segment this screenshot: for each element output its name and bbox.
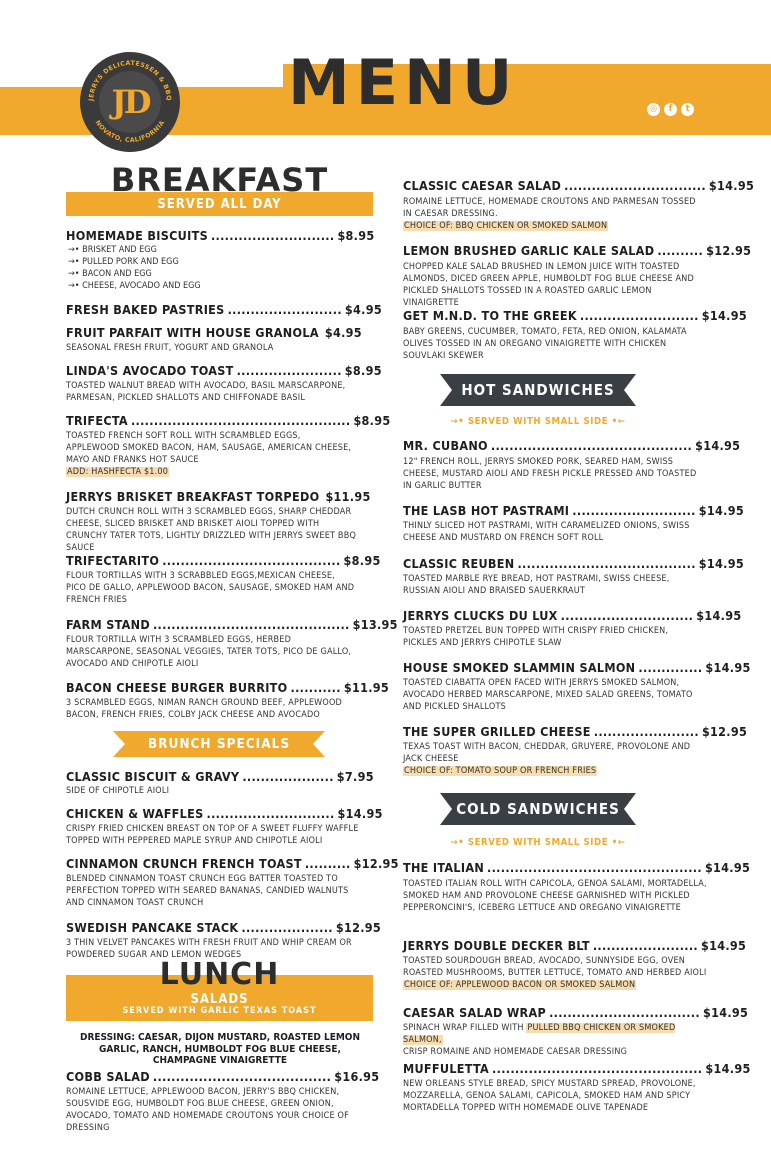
item-leader: ........................................... [152,617,350,632]
logo-ring-bottom-text: NOVATO, CALIFORNIA [93,119,167,145]
hot-side-note: →• SERVED WITH SMALL SIDE •← [450,416,626,427]
item-name: THE LASB HOT PASTRAMI [403,503,570,518]
item-addon: CHOICE OF: APPLEWOOD BACON OR SMOKED SALMON [404,980,636,990]
cold-side-note: →• SERVED WITH SMALL SIDE •← [450,837,626,848]
item-addon-highlight: PULLED BBQ CHICKEN OR SMOKED SALMON, [403,1023,676,1045]
item-name: FRESH BAKED PASTRIES [66,302,225,317]
menu-item [403,178,755,193]
item-leader: ....................... [593,724,699,739]
item-description: TOASTED WALNUT BREAD WITH AVOCADO, BASIL MARSCARPONE, PARMESAN, PICKLED SHALLOTS AND CHIFFONADE BASIL [66,381,346,403]
menu-item [403,724,748,739]
item-leader: ................................. [549,1005,700,1020]
item-price: $8.95 [344,363,382,378]
item-description: FLOUR TORTILLA WITH 3 SCRAMBLED EGGS, HERBED MARSCARPONE, SEASONAL VEGGIES, TATER TOTS, PICO DE GALLO, AVOCADO AND CHIPOTLE AIOLI [66,635,352,669]
item-description: BABY GREENS, CUCUMBER, TOMATO, FETA, RED ONION, KALAMATA OLIVES TOSSED IN AN OREGANO VINAIGRETTE WITH CHICKEN SOUVLAKI SKEWER [403,327,687,361]
item-price: $8.95 [353,413,391,428]
item-description: SPINACH WRAP FILLED WITH PULLED BBQ CHICKEN OR SMOKED SALMON, CRISP ROMAINE AND HOMEMADE CAESAR DRESSING [403,1023,676,1057]
bullet-arrow-icon: →• [68,281,83,291]
menu-item [403,938,747,953]
item-price: $14.95 [696,608,742,623]
menu-item [403,503,744,518]
cold-sandwiches-title: COLD SANDWICHES [456,800,620,818]
item-leader: ............................ [206,806,335,821]
item-name: LEMON BRUSHED GARLIC KALE SALAD [403,243,655,258]
hot-sandwiches-title: HOT SANDWICHES [461,381,615,399]
item-price: $12.95 [335,920,382,935]
item-price: $14.95 [701,308,747,323]
item-price: $14.95 [700,938,747,953]
item-name: JERRYS CLUCKS DU LUX [403,608,558,623]
item-description: CHOPPED KALE SALAD BRUSHED IN LEMON JUICE WITH TOASTED ALMONDS, DICED GREEN APPLE, HUMBOLDT FOG BLUE CHEESE AND PICKLED SHALLOTS TOSSED IN A ROASTED GARLIC LEMON VINAIGRETTE [403,262,694,308]
item-name: CLASSIC BISCUIT & GRAVY [66,769,240,784]
item-leader: .............................................. [492,1061,703,1076]
item-description: FLOUR TORTILLAS WITH 3 SCRABBLED EGGS,MEXICAN CHEESE, PICO DE GALLO, APPLEWOOD BACON, SAUSAGE, SMOKED HAM AND FRENCH FRIES [66,571,355,605]
item-price: $4.95 [324,325,362,340]
item-price: $11.95 [343,680,390,695]
menu-item [66,680,390,695]
menu-item [66,302,382,317]
item-price: $11.95 [325,489,371,504]
item-price: $14.95 [705,1061,751,1076]
page-title: MENU [288,46,519,119]
item-description: DUTCH CRUNCH ROLL WITH 3 SCRAMBLED EGGS, SHARP CHEDDAR CHEESE, SLICED BRISKET AND BRISKET AIOLI TOPPED WITH CRUNCHY TATER TOTS, LIGHTLY DRIZZLED WITH JERRYS SWEET BBQ SAUCE [66,507,357,553]
item-leader: .................... [241,920,333,935]
item-name: MUFFULETTA [403,1061,490,1076]
item-price: $4.95 [344,302,382,317]
menu-item [403,438,741,453]
item-price: $12.95 [353,856,399,871]
bullet-item: →• BACON AND EGG [68,269,152,279]
item-description: NEW ORLEANS STYLE BREAD, SPICY MUSTARD SPREAD, PROVOLONE, MOZZARELLA, GENOA SALAMI, CAPICOLA, SMOKED HAM AND SPICY MORTADELLA TOPPED WITH HOMEMADE OLIVE TAPENADE [403,1079,696,1113]
item-price: $14.95 [705,660,751,675]
item-price: $8.95 [337,228,375,243]
item-price: $14.95 [337,806,383,821]
item-leader: .......... [657,243,704,258]
item-description: 12" FRENCH ROLL, JERRYS SMOKED PORK, SEARED HAM, SWISS CHEESE, MUSTARD AIOLI AND FRESH PICKLE PRESSED AND TOASTED IN GARLIC BUTTER [403,457,697,491]
item-name: HOMEMADE BISCUITS [66,228,208,243]
item-leader: ....................................... [152,1069,332,1084]
item-description: SEASONAL FRESH FRUIT, YOGURT AND GRANOLA [66,343,274,353]
bullet-arrow-icon: →• [68,269,83,279]
menu-item [403,243,752,258]
item-name: TRIFECTA [66,413,128,428]
menu-item [66,228,375,243]
item-price: $16.95 [334,1069,380,1084]
bullet-arrow-icon: →• [68,245,83,255]
logo-ring-top-text: JERRYS DELICATESSEN & BBQ [87,59,173,102]
item-leader: ....................................... [162,553,341,568]
item-description: TOASTED ITALIAN ROLL WITH CAPICOLA, GENOA SALAMI, MORTADELLA, SMOKED HAM AND PROVOLONE CHEESE GARNISHED WITH PICKLED PEPPERONCINI'S, ICEBERG LETTUCE AND OREGANO VINAIGRETTE [403,879,707,913]
item-description: SIDE OF CHIPOTLE AIOLI [66,786,170,796]
item-description: THINLY SLICED HOT PASTRAMI, WITH CARAMELIZED ONIONS, SWISS CHEESE AND MUSTARD ON FRENCH SOFT ROLL [403,521,690,543]
item-name: CAESAR SALAD WRAP [403,1005,547,1020]
menu-item [66,413,391,428]
facebook-icon[interactable]: f [664,103,677,116]
bullet-arrow-icon: →• [68,257,83,267]
item-description: TOASTED SOURDOUGH BREAD, AVOCADO, SUNNYSIDE EGG, OVEN ROASTED MUSHROOMS, BUTTER LETTUCE, TOMATO AND HERBED AIOLI CHOICE OF: APPLEWOOD BACON OR SMOKED SALMON [403,956,707,990]
item-leader: ............................................... [487,860,702,875]
item-price: $14.95 [702,1005,749,1020]
item-addon: ADD: HASHFECTA $1.00 [67,467,169,477]
item-leader: .............. [638,660,703,675]
item-leader: ........... [290,680,341,695]
twitter-icon[interactable]: t [681,103,694,116]
item-name: GET M.N.D. TO THE GREEK [403,308,577,323]
item-name: JERRYS DOUBLE DECKER BLT [403,938,590,953]
item-description: 3 THIN VELVET PANCAKES WITH FRESH FRUIT AND WHIP CREAM OR POWDERED SUGAR AND LEMON WEDGES [66,938,352,960]
item-price: $8.95 [343,553,381,568]
item-name: SWEDISH PANCAKE STACK [66,920,239,935]
item-name: COBB SALAD [66,1069,150,1084]
menu-item [403,1061,751,1076]
item-description: ROMAINE LETTUCE, HOMEMADE CROUTONS AND PARMESAN TOSSED IN CAESAR DRESSING. CHOICE OF: BBQ CHICKEN OR SMOKED SALMON [403,197,696,231]
item-price: $14.95 [698,503,744,518]
breakfast-title: BREAKFAST [110,161,329,199]
item-leader: .......... [304,856,351,871]
menu-item [66,363,382,378]
item-price: $12.95 [706,243,752,258]
item-leader: .......................... [579,308,699,323]
item-leader: ............................... [564,178,706,193]
lunch-subtitle: SALADS [190,992,249,1007]
item-name: FARM STAND [66,617,150,632]
item-leader: ....................... [236,363,342,378]
item-leader: ....................................... [517,556,696,571]
bullet-item: →• PULLED PORK AND EGG [68,257,179,267]
item-price: $14.95 [695,438,741,453]
item-name: MR. CUBANO [403,438,488,453]
lunch-subsubtitle: SERVED WITH GARLIC TEXAS TOAST [122,1006,317,1016]
item-name: LINDA'S AVOCADO TOAST [66,363,234,378]
item-description: TOASTED PRETZEL BUN TOPPED WITH CRISPY FRIED CHICKEN, PICKLES AND JERRYS CHIPOTLE SLAW [403,626,669,648]
item-name: THE ITALIAN [403,860,485,875]
item-description: BLENDED CINNAMON TOAST CRUNCH EGG BATTER TOASTED TO PERFECTION TOPPED WITH SEARED BANANAS, CANDIED WALNUTS AND CINNAMON TOAST CRUNCH [66,874,349,908]
item-leader: ............................................ [490,438,693,453]
dressing-note: DRESSING: CAESAR, DIJON MUSTARD, ROASTED LEMON GARLIC, RANCH, HUMBOLDT FOG BLUE CHEESE, CHAMPAGNE VINAIGRETTE [80,1032,360,1066]
logo-monogram: JD [111,83,149,121]
item-name: TRIFECTARITO [66,553,160,568]
restaurant-logo [80,52,180,152]
item-price: $13.95 [352,617,398,632]
item-price: $14.95 [698,556,744,571]
item-leader: .................... [242,769,334,784]
item-name: HOUSE SMOKED SLAMMIN SALMON [403,660,636,675]
menu-item [403,556,744,571]
menu-item [66,325,360,340]
menu-item [403,1005,749,1020]
menu-item [66,489,371,504]
item-leader: ........................... [572,503,696,518]
menu-item [403,860,751,875]
item-description: TEXAS TOAST WITH BACON, CHEDDAR, GRUYERE, PROVOLONE AND JACK CHEESE CHOICE OF: TOMATO SOUP OR FRENCH FRIES [403,742,691,776]
item-name: JERRYS BRISKET BREAKFAST TORPEDO [66,489,320,504]
item-addon: CHOICE OF: BBQ CHICKEN OR SMOKED SALMON [404,221,608,231]
lunch-title: LUNCH [159,957,280,992]
brunch-title: BRUNCH SPECIALS [147,736,291,752]
item-description: TOASTED FRENCH SOFT ROLL WITH SCRAMBLED EGGS, APPLEWOOD SMOKED BACON, HAM, SAUSAGE, AMERICAN CHEESE, MAYO AND FRANKS HOT SAUCE ADD: HASHFECTA $1.00 [66,431,352,477]
item-name: THE SUPER GRILLED CHEESE [403,724,591,739]
item-price: $14.95 [708,178,755,193]
item-name: CLASSIC CAESAR SALAD [403,178,562,193]
menu-item [403,608,742,623]
item-name: FRUIT PARFAIT WITH HOUSE GRANOLA [66,325,319,340]
item-price: $12.95 [701,724,748,739]
breakfast-subtitle: SERVED ALL DAY [157,197,282,212]
item-leader: ........................... [210,228,335,243]
menu-item [66,617,398,632]
item-description: TOASTED CIABATTA OPEN FACED WITH JERRYS SMOKED SALMON, AVOCADO HERBED MARSCARPONE, MIXED SALAD GREENS, TOMATO AND PICKLED SHALLOTS [403,678,693,712]
item-addon: CHOICE OF: TOMATO SOUP OR FRENCH FRIES [404,766,597,776]
item-leader: ................................................ [130,413,351,428]
menu-item [403,660,751,675]
item-price: $7.95 [336,769,374,784]
bullet-item: →• BRISKET AND EGG [68,245,157,255]
item-leader: ............................. [560,608,694,623]
instagram-icon[interactable]: ◎ [647,103,660,116]
item-name: CHICKEN & WAFFLES [66,806,204,821]
item-description: ROMAINE LETTUCE, APPLEWOOD BACON, JERRY'S BBQ CHICKEN, SOUSVIDE EGG, HUMBOLDT FOG BLUE CHEESE, GREEN ONION, AVOCADO, TOMATO AND HOMEMADE CROUTONS YOUR CHOICE OF DRESSING [66,1087,349,1133]
item-name: CINNAMON CRUNCH FRENCH TOAST [66,856,302,871]
menu-item [403,308,747,323]
item-name: BACON CHEESE BURGER BURRITO [66,680,288,695]
item-description: TOASTED MARBLE RYE BREAD, HOT PASTRAMI, SWISS CHEESE, RUSSIAN AIOLI AND BRAISED SAUERKRAUT [403,574,670,596]
item-name: CLASSIC REUBEN [403,556,515,571]
menu-item [66,553,381,568]
item-leader: ......................... [227,302,342,317]
item-price: $14.95 [704,860,751,875]
menu-item [66,769,374,784]
item-description: CRISPY FRIED CHICKEN BREAST ON TOP OF A SWEET FLUFFY WAFFLE TOPPED WITH PEPPERED MAPLE SYRUP AND CHIPOTLE AIOLI [66,824,359,846]
bullet-item: →• CHEESE, AVOCADO AND EGG [68,281,201,291]
menu-item [66,806,383,821]
menu-item [66,1069,380,1084]
item-leader: ....................... [592,938,698,953]
menu-item [66,920,382,935]
menu-item [66,856,399,871]
item-description: 3 SCRAMBLED EGGS, NIMAN RANCH GROUND BEEF, APPLEWOOD BACON, FRENCH FRIES, COLBY JACK CHEESE AND AVOCADO [66,698,342,720]
